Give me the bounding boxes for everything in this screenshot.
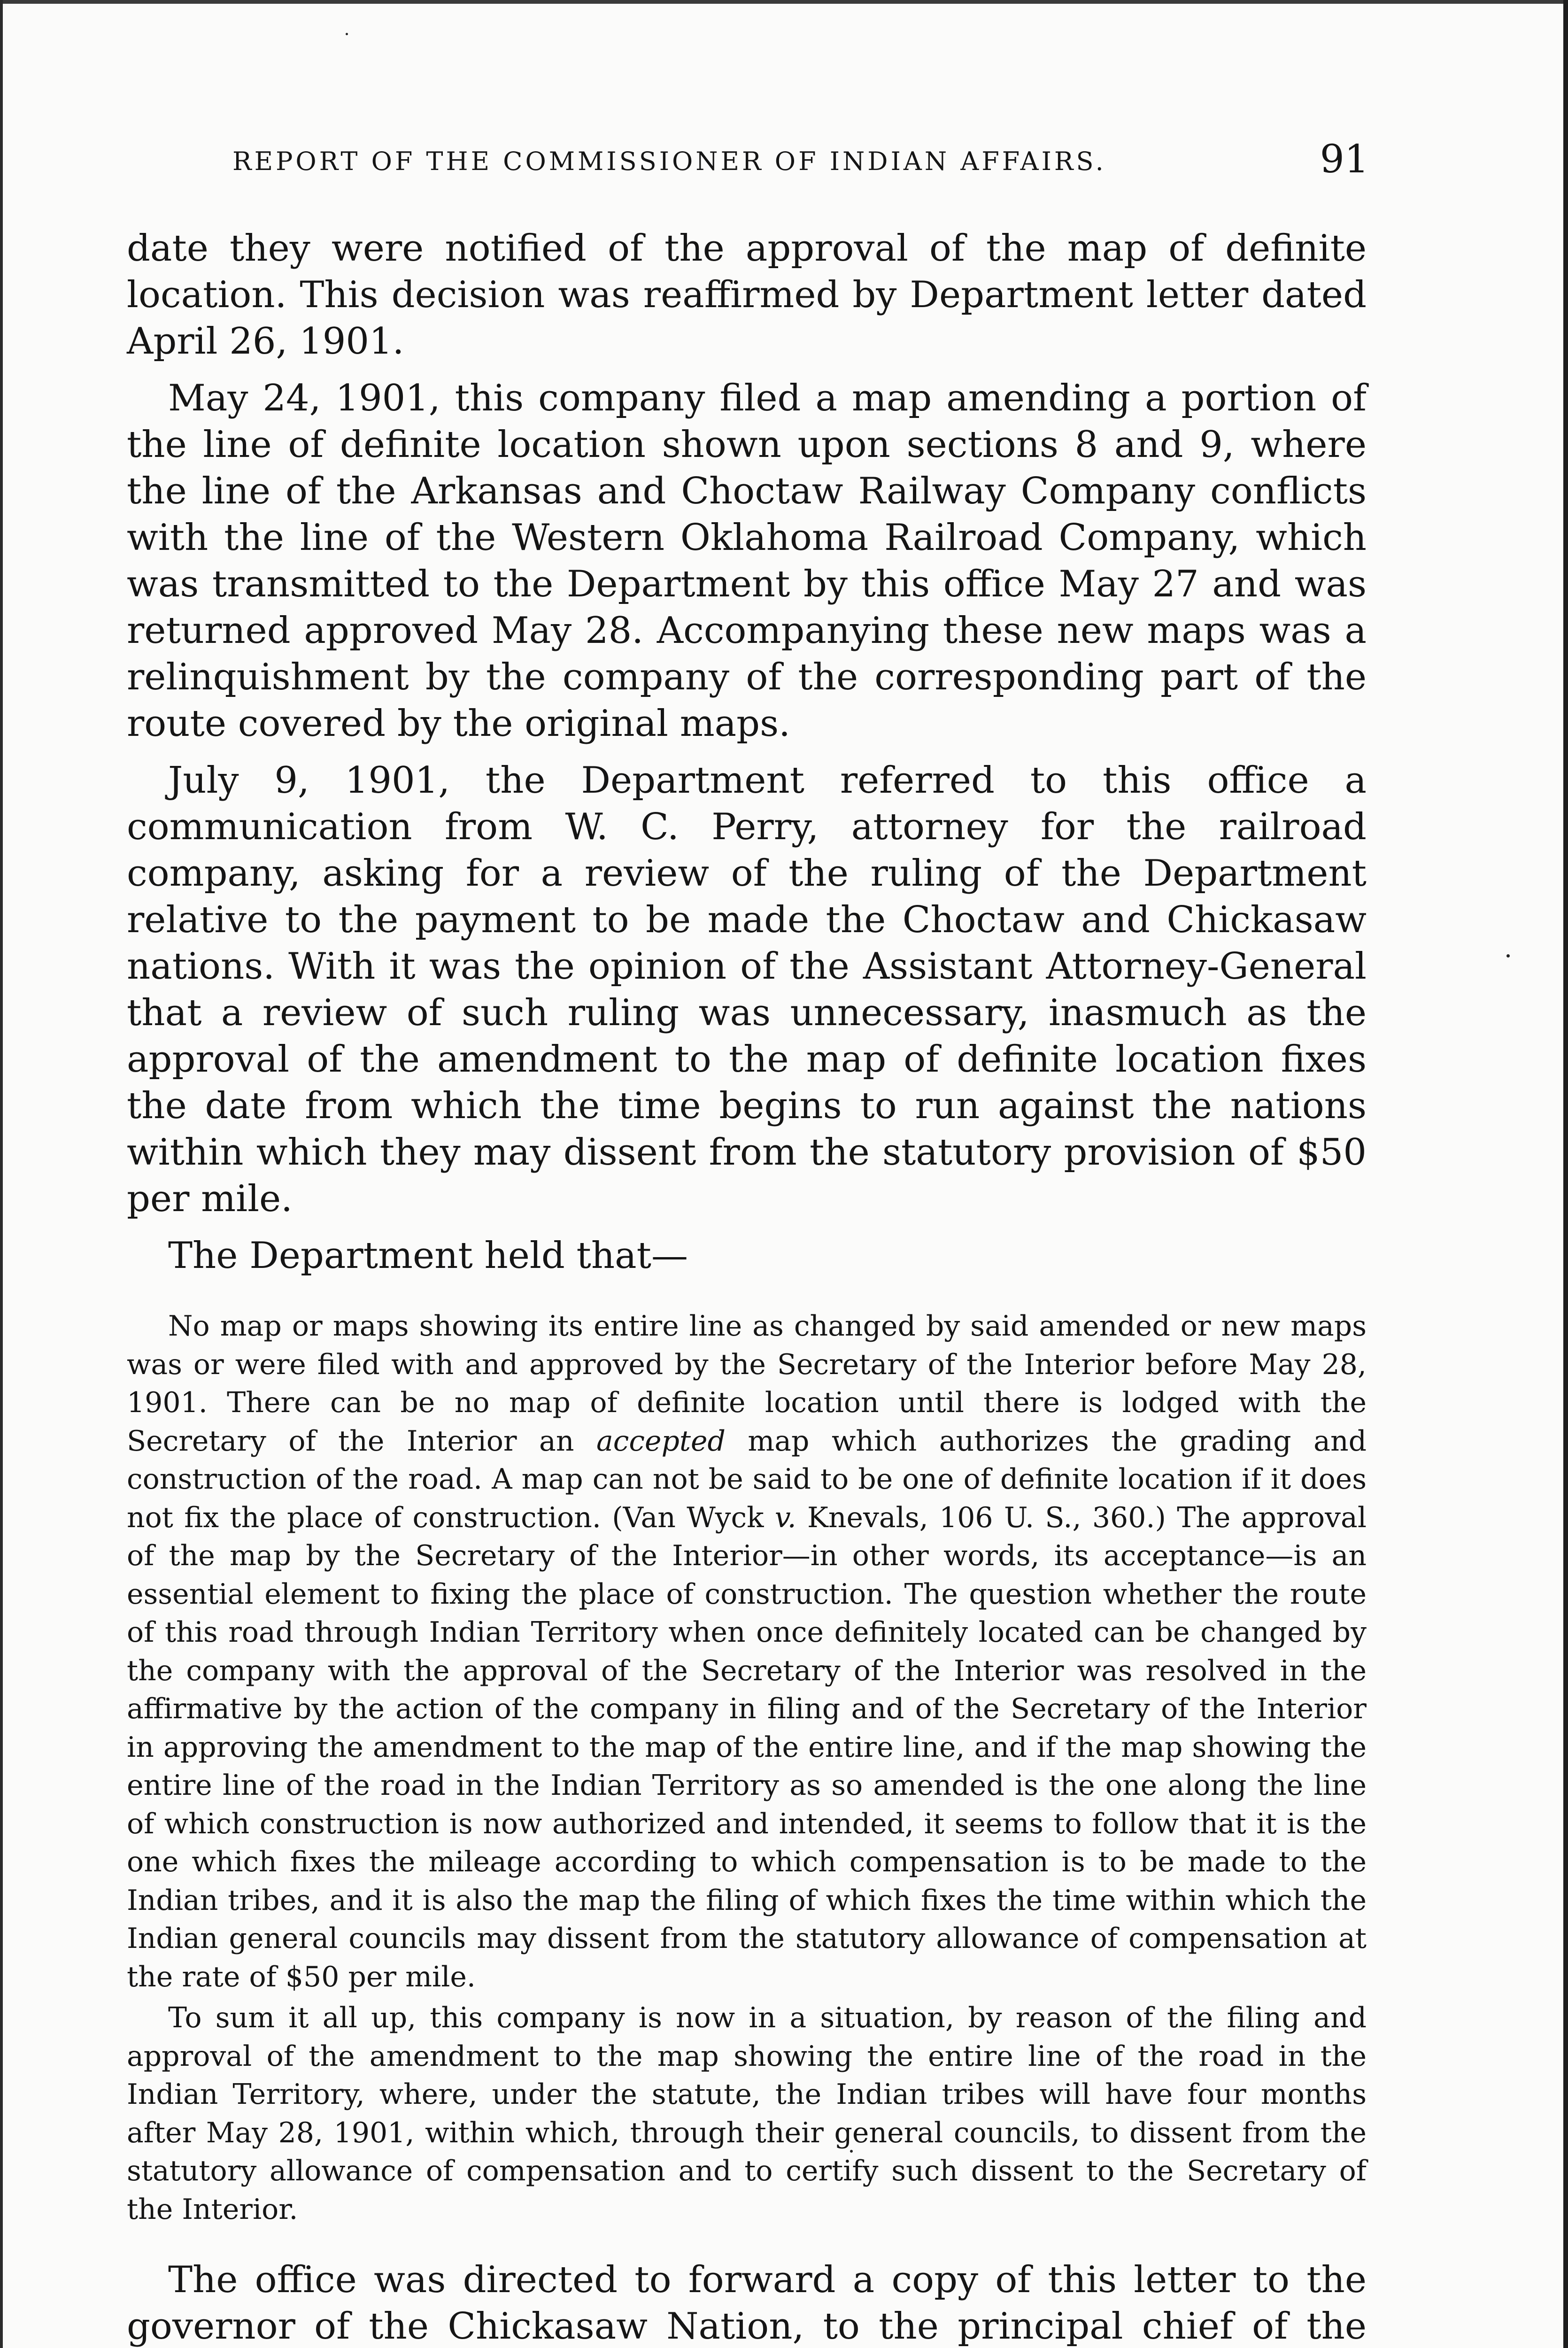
scan-speck <box>1506 954 1510 958</box>
running-head: REPORT OF THE COMMISSIONER OF INDIAN AFFAIRS. <box>232 147 1106 176</box>
page-header <box>232 137 1369 193</box>
scan-border-right <box>1563 0 1568 2348</box>
quote-text-1a: No map or maps showing its entire line as changed by said amended or new maps was or were filed with and approved by the Secretary of the Interior before May 28, 1901. There can be no map of definite location until there is lodged with the Secretary of the Interior an <box>127 1310 1367 1458</box>
paragraph-continuation: date they were notified of the approval of the map of definite location. This decision was reaffirmed by Department letter dated April 26, 1901. <box>127 227 1367 363</box>
quote-paragraph-2: To sum it all up, this company is now in a situation, by reason of the filing and approval of the amendment to the map showing the entire line of the road in the Indian Territory, where, under the statute, the Indian tribes will have four months after May 28, 1901, within which, through their general councils, to dissent from the statutory allowance of compensation and to certify such dissent to the Secretary of the Interior. <box>127 2001 1367 2226</box>
scan-border-left <box>0 0 3 2348</box>
block-quote <box>127 1307 1367 2229</box>
quote-paragraph-1 <box>127 1307 1367 1996</box>
scan-speck <box>850 2150 853 2153</box>
paragraph-department-held: The Department held that— <box>168 1235 688 1277</box>
scan-border-top <box>0 0 1568 4</box>
scan-speck <box>346 33 348 35</box>
page-number: 91 <box>1320 137 1369 182</box>
quote-text-1c: Knevals, 106 U. S., 360.) The approval of the map by the Secretary of the Interior—in other words, its acceptance—is an essential element to fixing the place of construction. The question whether the route of this road through Indian Territory when once definitely located can be changed by the company with the approval of the Secretary of the Interior was resolved in the affirmative by the action of the company in filing and of the Secretary of the Interior in approving the amendment to the map of the entire line, and if the map showing the entire line of the road in the Indian Territory as so amended is the one along the line of which construction is now authorized and intended, it seems to follow that it is the one which fixes the mileage according to which compensation is to be made to the Indian tribes, and it is also the map the filing of which fixes the time within which the Indian general councils may dissent from the statutory allowance of compensation at the rate of $50 per mile. <box>127 1501 1367 1993</box>
paragraph-office-directed: The office was directed to forward a copy of this letter to the governor of the Chickasaw Nation, to the principal chief of the <box>127 2259 1367 2348</box>
paragraph-department-referral: July 9, 1901, the Department referred to this office a communication from W. C. Perry, attorney for the railroad company, asking for a review of the ruling of the Department relative to the payment to be made the Choctaw and Chickasaw nations. With it was the opinion of the Assistant Attorney-General that a review of such ruling was unnecessary, inasmuch as the approval of the amendment to the map of definite location fixes the date from which the time begins to run against the nations within which they may dissent from the statutory provision of $50 per mile. <box>127 759 1367 1220</box>
quote-italic-accepted: accepted <box>596 1424 726 1458</box>
paragraph-map-amendment: May 24, 1901, this company filed a map amending a portion of the line of definite location shown upon sections 8 and 9, where the line of the Arkansas and Choctaw Railway Company conflicts with the line of the Western Oklahoma Railroad Company, which was transmitted to the Department by this office May 27 and was returned approved May 28. Accompanying these new maps was a relinquishment by the company of the corresponding part of the route covered by the original maps. <box>127 377 1367 745</box>
body-text <box>127 225 1367 2348</box>
quote-text-1b: map which authorizes the grading and construction of the road. A map can not be said to be one of definite location if it does not fix the place of construction. (Van Wyck <box>127 1424 1367 1534</box>
quote-italic-versus: v. <box>774 1501 796 1534</box>
